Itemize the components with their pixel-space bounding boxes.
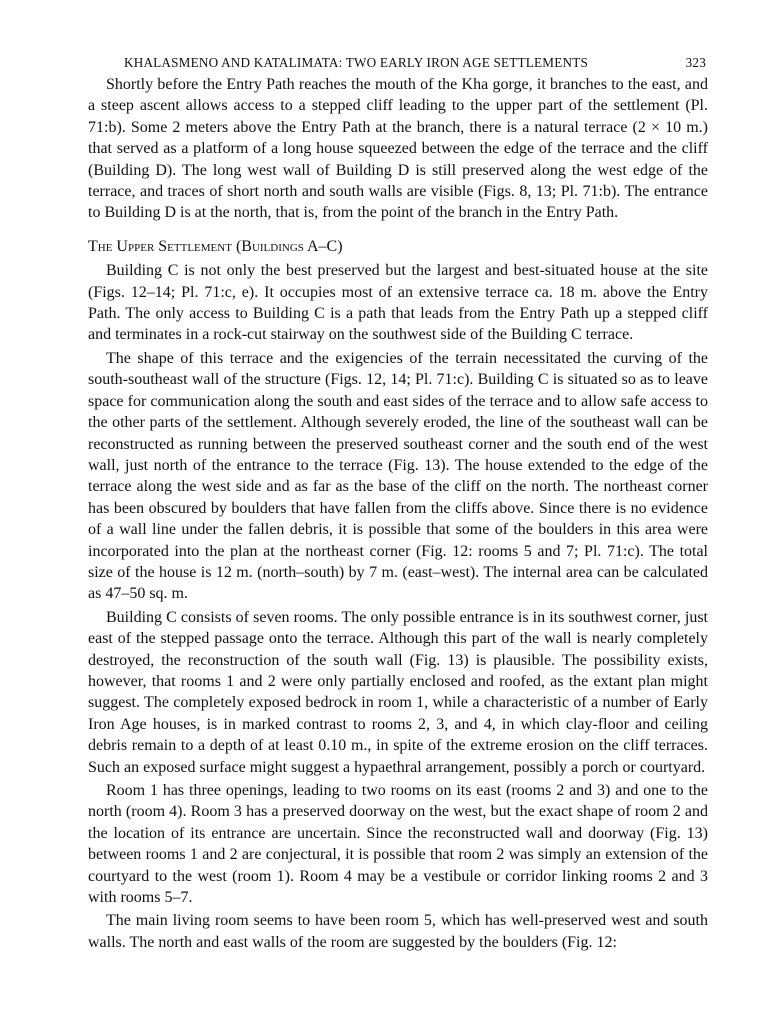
paragraph: The shape of this terrace and the exigencies of the terrain necessitated the curving of the south-southeast wall of the structure (Figs. 12, 14; Pl. 71:c). Building C is situated so as to leave space for communication along the south and east sides of the terrace and to allow safe access to the other parts of the settlement. Although severely eroded, the line of the southeast wall can be reconstructed as running between the preserved southeast corner and the south end of the west wall, just north of the entrance to the terrace (Fig. 13). The house extended to the edge of the terrace along the west side and as far as the base of the cliff on the north. The northeast corner has been obscured by boulders that have fallen from the cliffs above. Since there is no evidence of a wall line under the fallen debris, it is possible that some of the boulders in this area were incorporated into the plan at the northeast corner (Fig. 12: rooms 5 and 7; Pl. 71:c). The total size of the house is 12 m. (north–south) by 7 m. (east–west). The internal area can be calculated as 47–50 sq. m. (88, 349, 708, 603)
page-number: 323 (685, 55, 706, 70)
running-head-title: KHALASMENO AND KATALIMATA: TWO EARLY IRON AGE SETTLEMENTS (124, 55, 589, 70)
paragraph: Building C consists of seven rooms. The only possible entrance is in its southwest corner, just east of the stepped passage onto the terrace. Although this part of the wall is nearly completely destroyed, the reconstruction of the south wall (Fig. 13) is plausible. The possibility exists, however, that rooms 1 and 2 were only partially enclosed and roofed, as the extant plan might suggest. The completely exposed bedrock in room 1, while a characteristic of a number of Early Iron Age houses, is in marked contrast to rooms 2, 3, and 4, in which clay-floor and ceiling debris remain to a depth of at least 0.10 m., in spite of the extreme erosion on the cliff terraces. Such an exposed surface might suggest a hypaethral arrangement, possibly a porch or courtyard. (88, 608, 708, 776)
paragraph: Building C is not only the best preserved but the largest and best-situated house at the site (Figs. 12–14; Pl. 71:c, e). It occupies most of an extensive terrace ca. 18 m. above the Entry Path. The only access to Building C is a path that leads from the Entry Path up a stepped cliff and terminates in a rock-cut stairway on the southwest side of the Building C terrace. (88, 262, 708, 344)
page (88, 50, 708, 953)
paragraph: Room 1 has three openings, leading to two rooms on its east (rooms 2 and 3) and one to the north (room 4). Room 3 has a preserved doorway on the west, but the exact shape of room 2 and the location of its entrance are uncertain. Since the reconstructed wall and doorway (Fig. 13) between rooms 1 and 2 are conjectural, it is possible that room 2 was simply an extension of the courtyard to the west (room 1). Room 4 may be a vestibule or corridor linking rooms 2 and 3 with rooms 5–7. (88, 782, 708, 907)
paragraph: The main living room seems to have been room 5, which has well-preserved west and south walls. The north and east walls of the room are suggested by the boulders (Fig. 12: (88, 912, 708, 951)
section-heading: The Upper Settlement (Buildings A–C) (88, 237, 343, 255)
running-head (88, 50, 708, 74)
paragraph-intro: Shortly before the Entry Path reaches the mouth of the Kha gorge, it branches to the east, and a steep ascent allows access to a stepped cliff leading to the upper part of the settlement (Pl. 71:b). Some 2 meters above the Entry Path at the branch, there is a natural terrace (2 × 10 m.) that served as a platform of a long house squeezed between the edge of the terrace and the cliff (Building D). The long west wall of Building D is still preserved along the west edge of the terrace, and traces of short north and south walls are visible (Figs. 8, 13; Pl. 71:b). The entrance to Building D is at the north, that is, from the point of the branch in the Entry Path. (88, 76, 708, 222)
